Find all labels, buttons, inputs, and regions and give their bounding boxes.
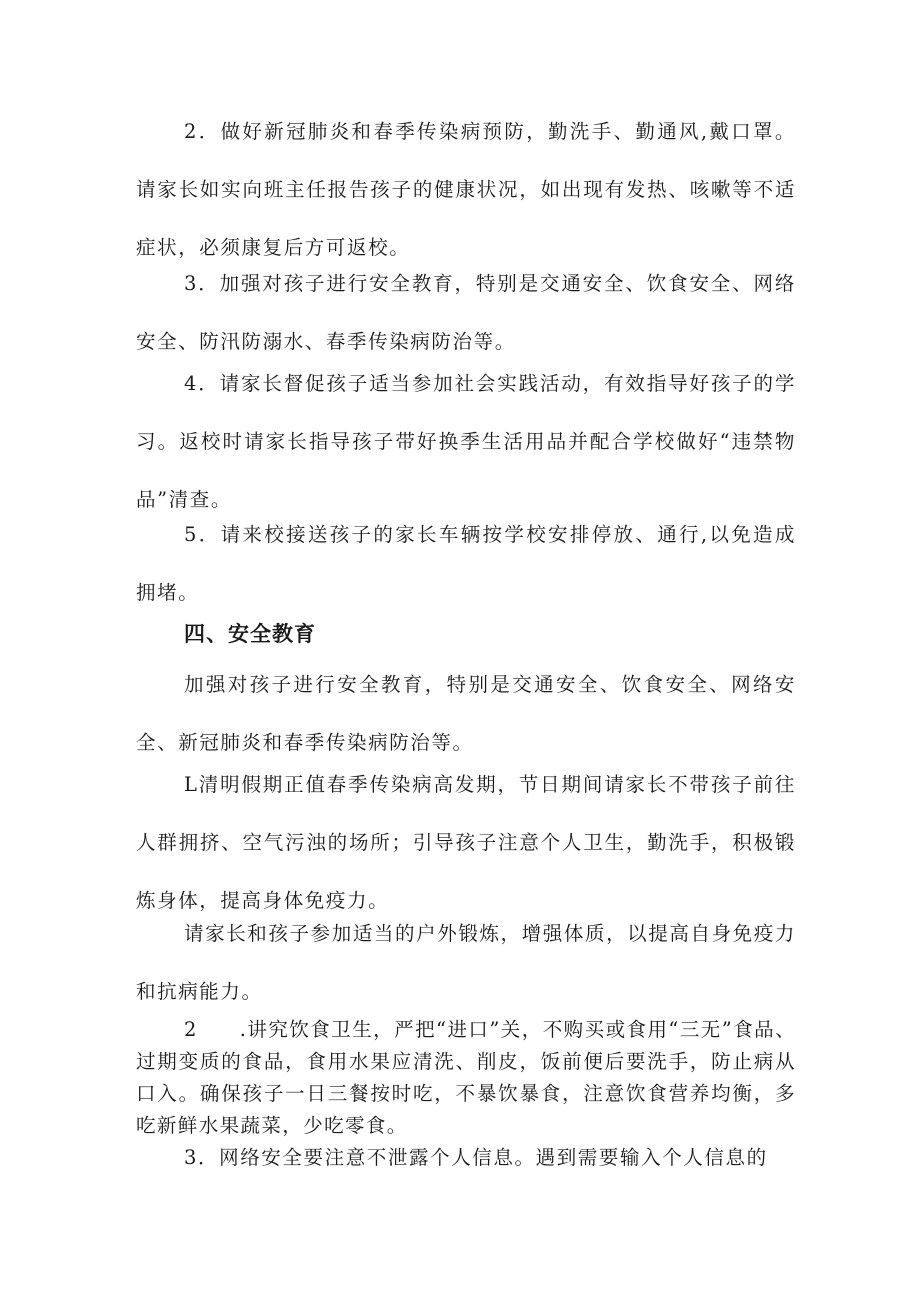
paragraph-item-5-vehicle-parking: 5．请来校接送孩子的家长车辆按学校安排停放、通行,以免造成拥堵。: [136, 523, 796, 604]
paragraph-safety-intro: 加强对孩子进行安全教育，特别是交通安全、饮食安全、网络安全、新冠肺炎和春季传染病防治等。: [136, 673, 796, 754]
paragraph-item-2-food-hygiene: 2 .讲究饮食卫生，严把“进口”关，不购买或食用“三无”食品、过期变质的食品，食用水果应清洗、削皮，饭前便后要洗手，防止病从口入。确保孩子一日三餐按时吃，不暴饮暴食，注意饮食营养均衡，多吃新鲜水果蔬菜，少吃零食。: [136, 1018, 796, 1137]
paragraph-item-2-epidemic-prevention: 2．做好新冠肺炎和春季传染病预防，勤洗手、勤通风,戴口罩。请家长如实向班主任报告孩子的健康状况，如出现有发热、咳嗽等不适症状，必须康复后方可返校。: [136, 120, 796, 259]
paragraph-item-1-holiday-health: L清明假期正值春季传染病高发期，节日期间请家长不带孩子前往人群拥挤、空气污浊的场所；引导孩子注意个人卫生，勤洗手，积极锻炼身体，提高身体免疫力。: [136, 773, 796, 912]
paragraph-item-3-network-safety: 3．网络安全要注意不泄露个人信息。遇到需要输入个人信息的: [184, 1146, 768, 1169]
paragraph-outdoor-exercise: 请家长和孩子参加适当的户外锻炼，增强体质，以提高自身免疫力和抗病能力。: [136, 922, 796, 1003]
paragraph-item-3-safety-education: 3．加强对孩子进行安全教育，特别是交通安全、饮食安全、网络安全、防汛防溺水、春季传染病防治等。: [136, 272, 796, 353]
section-heading-safety-education: 四、安全教育: [184, 622, 316, 646]
paragraph-item-4-social-practice: 4．请家长督促孩子适当参加社会实践活动，有效指导好孩子的学习。返校时请家长指导孩子带好换季生活用品并配合学校做好“违禁物品”清查。: [136, 372, 796, 511]
